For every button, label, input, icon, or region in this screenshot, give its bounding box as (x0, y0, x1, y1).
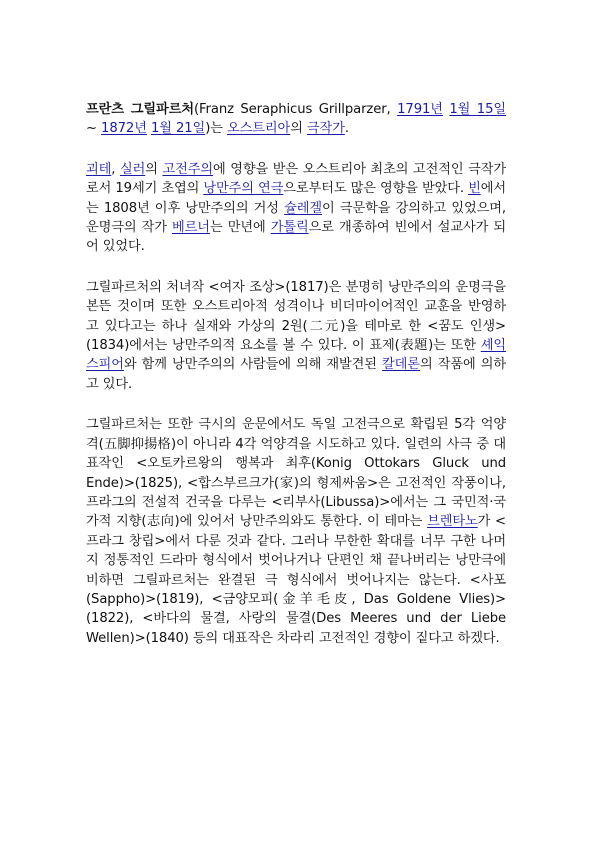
body-text: 그릴파르처의 처녀작 <여자 조상>(1817)은 분명히 낭만주의의 운명극을 본뜬 것이며 또한 오스트리아적 성격이나 비더마이어적인 교훈을 반영하고 있다고는 하나 실재와 가상의 2원(二元)을 테마로 한 <꿈도 인생>(1834)에서는 낭만주의적 요소를 볼 수 있다. 이 표제(表題)는 또한 (86, 279, 506, 354)
intro-text: )는 (205, 121, 227, 137)
birth-year-link[interactable]: 1791년 (397, 102, 443, 117)
schlegel-link[interactable]: 슐레겔 (284, 200, 323, 216)
early-works-paragraph (86, 278, 506, 394)
intro-text: . (344, 121, 349, 137)
death-year-link[interactable]: 1872년 (101, 121, 147, 137)
classicism-link[interactable]: 고전주의 (162, 161, 214, 177)
body-text: 와 함께 낭만주의의 사람들에 의해 재발견된 (123, 357, 383, 373)
birth-date-link[interactable]: 1월 15일 (449, 102, 506, 117)
verse-paragraph (86, 415, 506, 648)
body-text: 가 <프라그 창립>에서 다룬 것과 같다. 그러나 무한한 확대를 너무 구한 나머지 정통적인 드라마 형식에서 벗어나거나 단편인 채 끝나버리는 낭만극에 비하면 그릴파르처는 완결된 극 형식에서 벗어나지는 않는다. <사포(Sappho)>(1819), <금양모피(金羊毛皮, Das Goldene Vlies)>(1822), <바다의 물결, 사랑의 물결(Des Meeres und der Liebe Wellen)>(1840) 등의 대표작은 차라리 고전적인 경향이 짙다고 하겠다. (86, 514, 507, 646)
subject-name: 프란츠 그릴파르처 (86, 102, 194, 117)
dramatist-link[interactable]: 극작가 (306, 121, 345, 137)
romantic-theatre-link[interactable]: 낭만주의 연극 (203, 181, 284, 197)
calderon-link[interactable]: 칼데론 (382, 357, 420, 373)
vienna-link[interactable]: 빈 (468, 181, 481, 197)
catholic-link[interactable]: 가톨릭 (270, 220, 309, 236)
brentano-link[interactable]: 브렌타노 (427, 514, 478, 530)
intro-text: 의 (290, 121, 307, 137)
intro-text: ~ (86, 121, 102, 137)
shakespeare-link[interactable]: 셰익스피어 (86, 338, 506, 373)
austria-link[interactable]: 오스트리아 (226, 121, 291, 137)
body-text: 의 (145, 161, 163, 177)
body-text: 으로 개종하여 빈에서 설교사가 되어 있었다. (86, 220, 506, 255)
body-text: 에서는 1808년 이후 낭만주의의 거성 (86, 181, 506, 216)
goethe-link[interactable]: 괴테 (86, 161, 112, 177)
body-text: 는 만년에 (209, 220, 271, 236)
intro-paragraph (86, 100, 506, 139)
werner-link[interactable]: 베르너 (172, 220, 210, 236)
article-body (86, 100, 506, 669)
body-text: 의 작품에 의하고 있다. (86, 357, 506, 392)
body-text: 그릴파르처는 또한 극시의 운문에서도 독일 고전극으로 확립된 5각 억양격(五脚抑揚格)이 아니라 4각 억양격을 시도하고 있다. 일련의 사극 중 대표작인 <오토카르왕의 행복과 최후(Konig Ottokars Gluck und Ende)>(1825), <합스부르크가(家)의 형제싸움>은 고전적인 작풍이나, 프라그의 전설적 건국을 다루는 <리부사(Libussa)>에서는 그 국민적·국가적 지향(志向)에 있어서 낭만주의와도 통한다. 이 테마는 (86, 417, 506, 530)
schiller-link[interactable]: 실러 (119, 161, 146, 177)
body-text: 이 극문학을 강의하고 있었으며, 운명극의 작가 (86, 200, 506, 236)
influences-paragraph (86, 160, 506, 257)
body-text: , (111, 161, 120, 177)
body-text: 으로부터도 많은 영향을 받았다. (283, 181, 469, 197)
death-date-link[interactable]: 1월 21일 (150, 121, 206, 137)
intro-text: (Franz Seraphicus Grillparzer, (193, 102, 398, 117)
body-text: 에 영향을 받은 오스트리아 최초의 고전적인 극작가로서 19세기 초엽의 (86, 161, 506, 197)
